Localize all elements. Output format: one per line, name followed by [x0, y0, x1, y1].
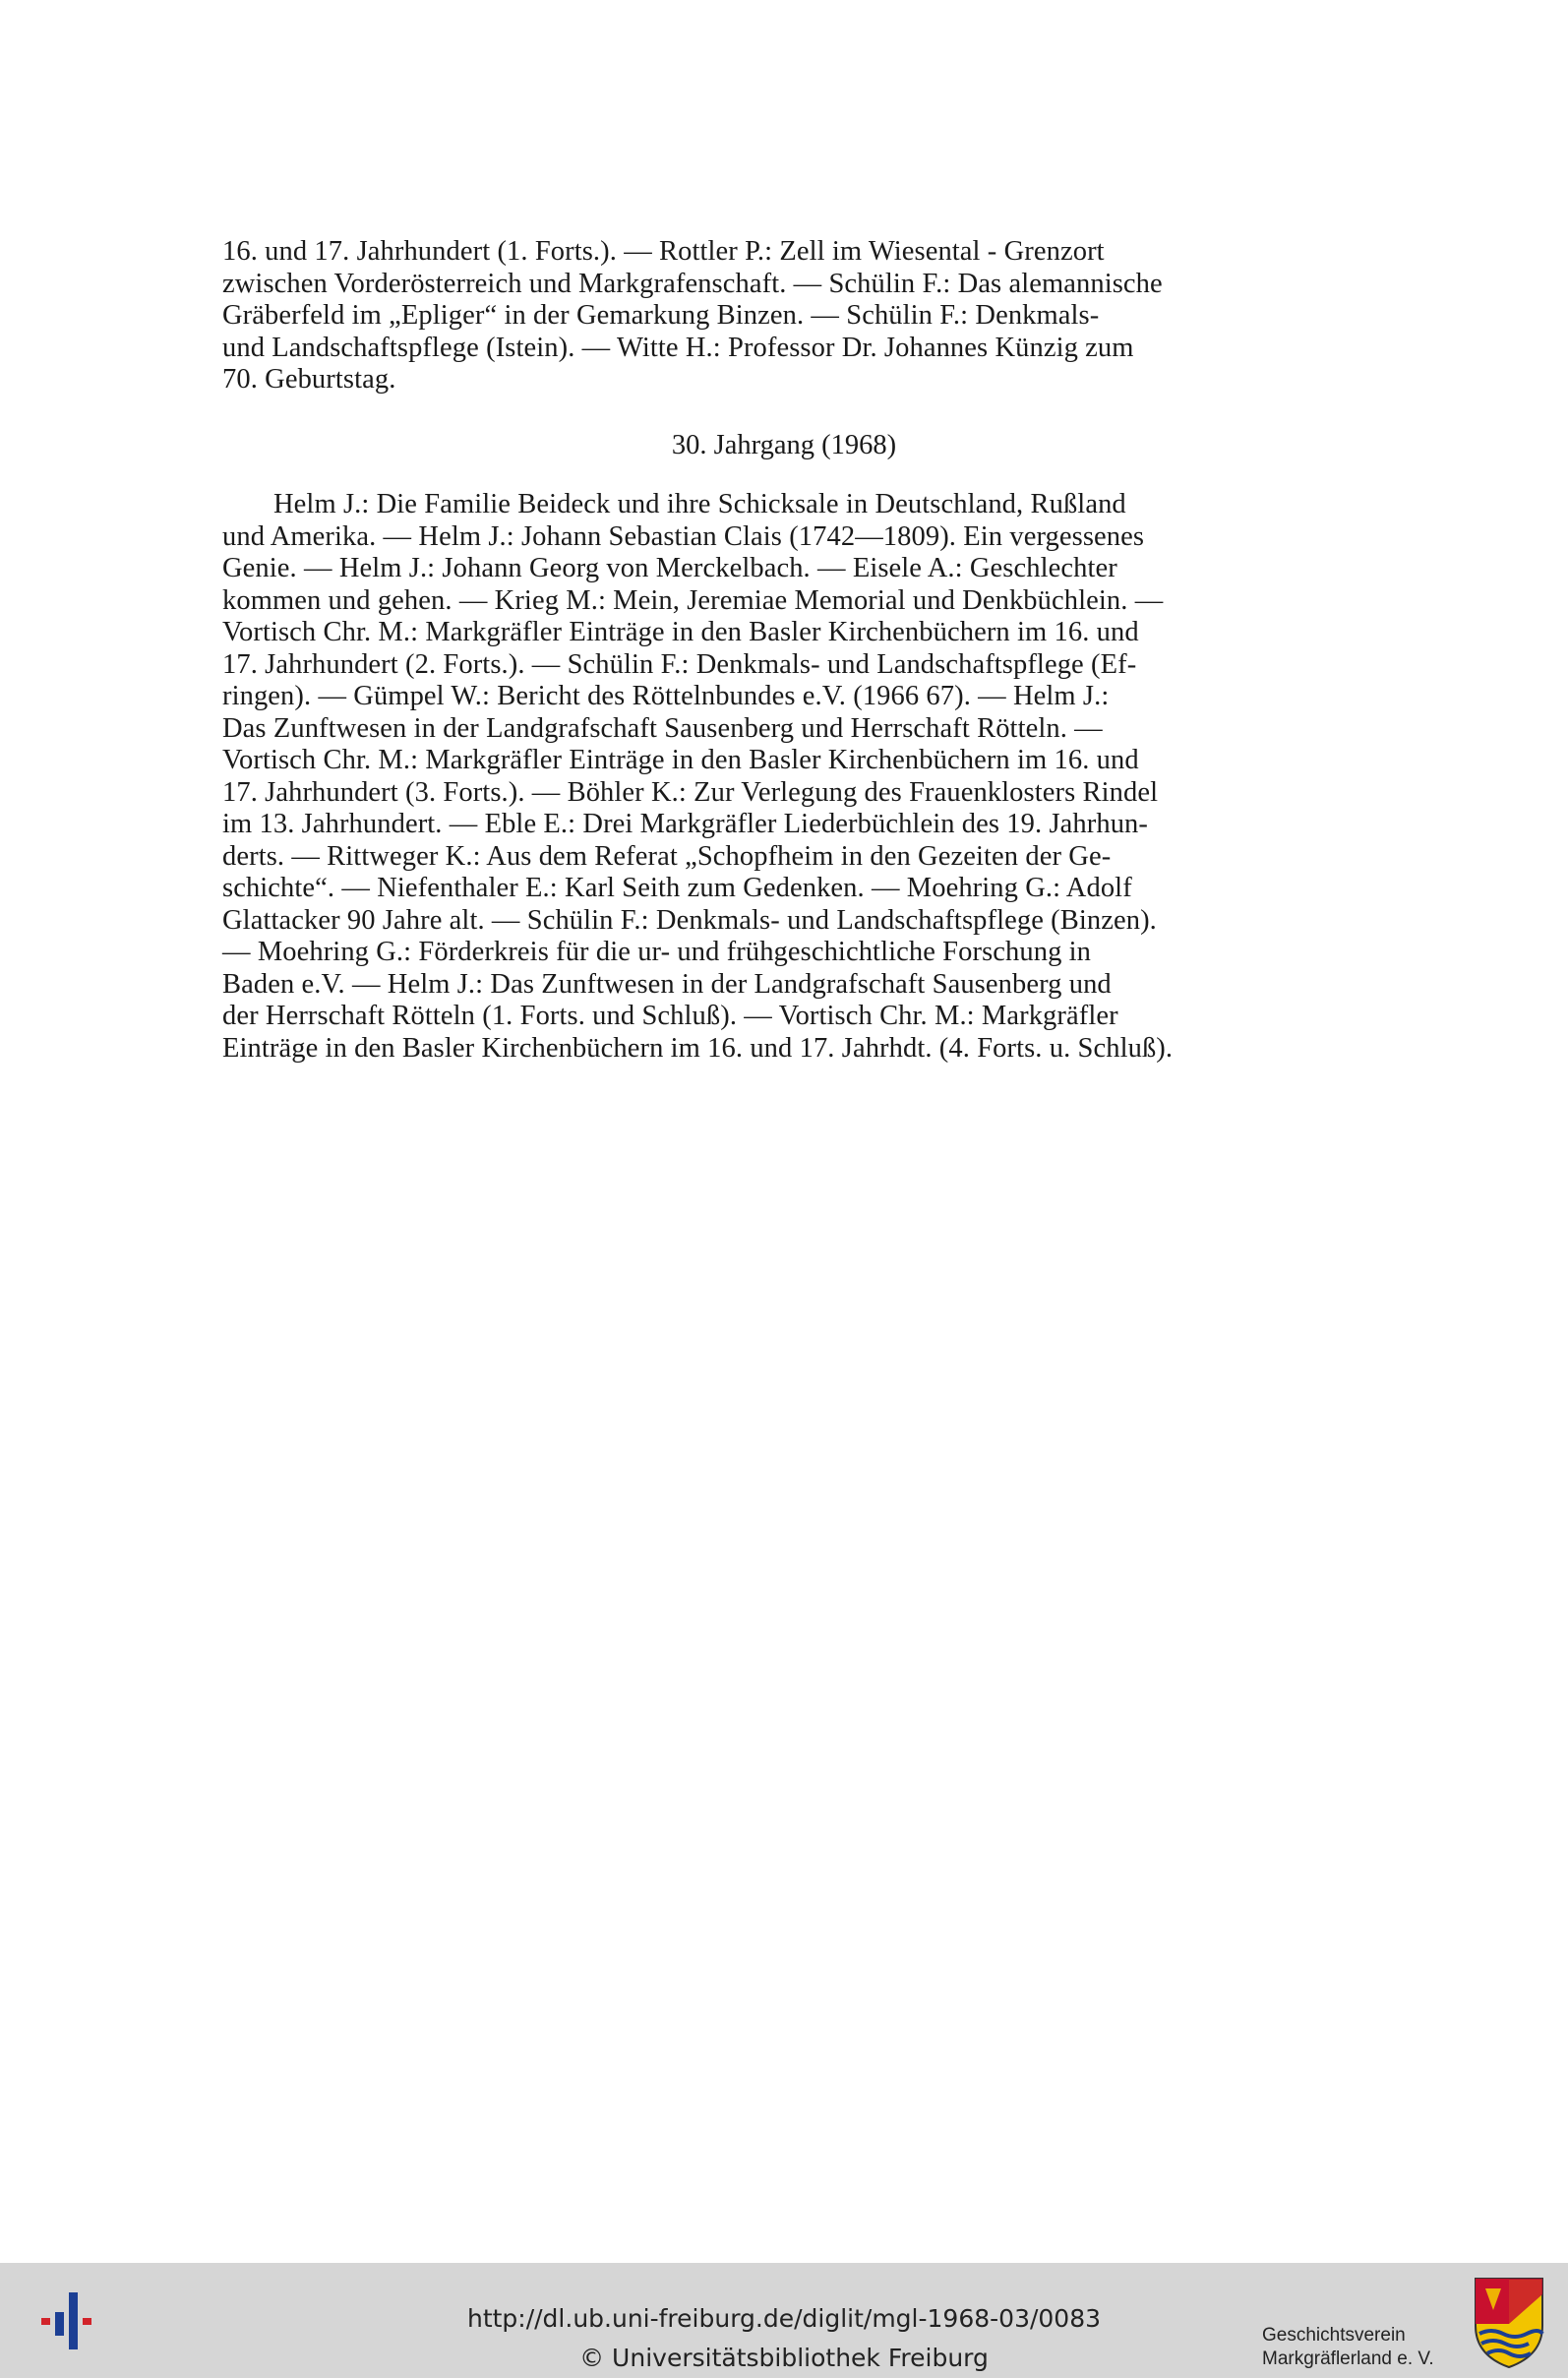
text-line: — Moehring G.: Förderkreis für die ur- und frühgeschichtliche Forschung in	[222, 937, 1092, 967]
paragraph-continuation	[222, 236, 1344, 396]
text-line: Helm J.: Die Familie Beideck und ihre Schicksale in Deutschland, Rußland	[273, 489, 1126, 519]
text-line: Genie. — Helm J.: Johann Georg von Merckelbach. — Eisele A.: Geschlechter	[222, 553, 1117, 583]
text-line: ringen). — Gümpel W.: Bericht des Röttelnbundes e.V. (1966 67). — Helm J.:	[222, 681, 1110, 711]
society-name-line2: Markgräflerland e. V.	[1262, 2348, 1434, 2369]
section-heading: 30. Jahrgang (1968)	[671, 430, 897, 460]
text-line: 70. Geburtstag.	[222, 364, 396, 395]
paragraph-1968-contents	[222, 489, 1344, 1065]
text-line: zwischen Vorderösterreich und Markgrafenschaft. — Schülin F.: Das alemannische	[222, 268, 1163, 299]
text-line: Einträge in den Basler Kirchenbüchern im 16. und 17. Jahrhdt. (4. Forts. u. Schluß).	[222, 1032, 1174, 1064]
text-line: 17. Jahrhundert (3. Forts.). — Böhler K.: Zur Verlegung des Frauenklosters Rindel	[222, 776, 1159, 808]
text-line: Vortisch Chr. M.: Markgräfler Einträge in den Basler Kirchenbüchern im 16. und	[222, 617, 1139, 647]
coat-of-arms-icon	[1472, 2275, 1546, 2369]
text-line: kommen und gehen. — Krieg M.: Mein, Jeremiae Memorial und Denkbüchlein. —	[222, 584, 1164, 616]
text-line: Baden e.V. — Helm J.: Das Zunftwesen in der Landgrafschaft Sausenberg und	[222, 968, 1112, 1000]
document-url-link[interactable]: http://dl.ub.uni-freiburg.de/diglit/mgl-1968-03/0083	[466, 2304, 1102, 2333]
text-line: der Herrschaft Rötteln (1. Forts. und Schluß). — Vortisch Chr. M.: Markgräfler	[222, 1001, 1118, 1031]
text-line: im 13. Jahrhundert. — Eble E.: Drei Markgräfler Liederbüchlein des 19. Jahrhun-	[222, 809, 1148, 839]
text-line: 17. Jahrhundert (2. Forts.). — Schülin F.: Denkmals- und Landschaftspflege (Ef-	[222, 648, 1137, 680]
society-name	[1262, 2324, 1434, 2371]
text-line: und Landschaftspflege (Istein). — Witte H.: Professor Dr. Johannes Künzig zum	[222, 332, 1134, 363]
text-line: derts. — Rittweger K.: Aus dem Referat „Schopfheim in den Gezeiten der Ge-	[222, 840, 1112, 872]
text-line: Vortisch Chr. M.: Markgräfler Einträge in den Basler Kirchenbüchern im 16. und	[222, 745, 1139, 775]
text-line: 16. und 17. Jahrhundert (1. Forts.). — Rottler P.: Zell im Wiesental - Grenzort	[222, 236, 1105, 267]
text-line: Das Zunftwesen in der Landgrafschaft Sausenberg und Herrschaft Rötteln. —	[222, 712, 1103, 744]
society-name-line1: Geschichtsverein	[1262, 2325, 1406, 2346]
copyright-text: © Universitätsbibliothek Freiburg	[579, 2344, 989, 2372]
text-line: schichte“. — Niefenthaler E.: Karl Seith zum Gedenken. — Moehring G.: Adolf	[222, 873, 1132, 903]
text-line: Gräberfeld im „Epliger“ in der Gemarkung Binzen. — Schülin F.: Denkmals-	[222, 300, 1100, 331]
text-line: und Amerika. — Helm J.: Johann Sebastian Clais (1742—1809). Ein vergessenes	[222, 520, 1145, 552]
footer-bar	[0, 2263, 1568, 2378]
text-line: Glattacker 90 Jahre alt. — Schülin F.: Denkmals- und Landschaftspflege (Binzen).	[222, 904, 1157, 936]
